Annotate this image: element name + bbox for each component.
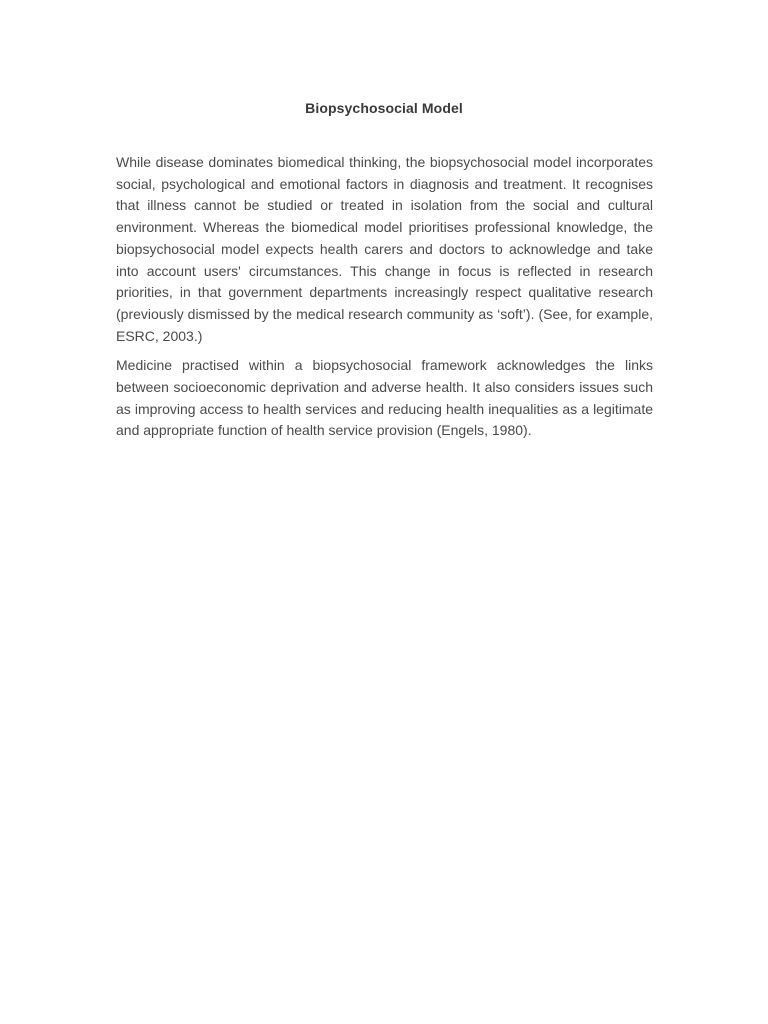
document-body [116,152,653,450]
paragraph-1: While disease dominates biomedical thinking, the biopsychosocial model incorporates social, psychological and emotional factors in diagnosis and treatment. It recognises that illness cannot be studied or treated in isolation from the social and cultural environment. Whereas the biomedical model prioritises professional knowledge, the biopsychosocial model expects health carers and doctors to acknowledge and take into account users' circumstances. This change in focus is reflected in research priorities, in that government departments increasingly respect qualitative research (previously dismissed by the medical research community as ‘soft’). (See, for example, ESRC, 2003.) [116,154,653,344]
paragraph-2: Medicine practised within a biopsychosocial framework acknowledges the links between socioeconomic deprivation and adverse health. It also considers issues such as improving access to health services and reducing health inequalities as a legitimate and appropriate function of health service provision (Engels, 1980). [116,357,653,439]
page-title: Biopsychosocial Model [305,100,463,116]
